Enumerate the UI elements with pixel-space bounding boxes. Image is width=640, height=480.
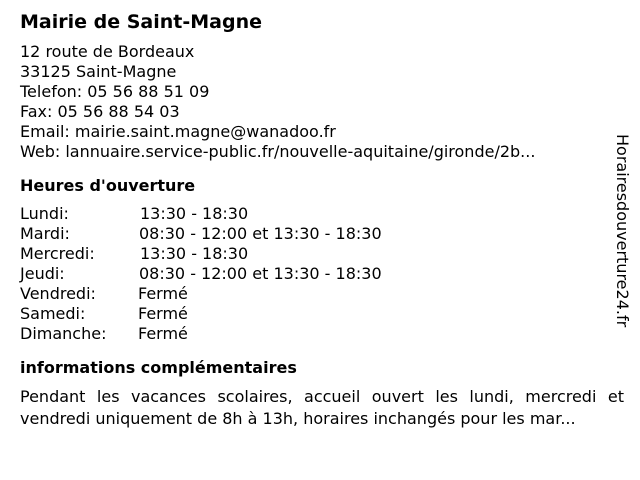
hours-row-friday	[20, 284, 600, 304]
day-label: Dimanche:	[20, 324, 107, 343]
time-value: 08:30 - 12:00 et 13:30 - 18:30	[139, 264, 382, 283]
hours-row-monday	[20, 204, 600, 224]
fax-line: Fax: 05 56 88 54 03	[20, 102, 180, 121]
time-value: Fermé	[138, 324, 188, 343]
info-text: Pendant les vacances scolaires, accueil ouvert les lundi, mercredi et vendredi uniquement de 8h à 13h, horaires inchangés pour les mar...	[20, 387, 624, 428]
info-heading: informations complémentaires	[20, 358, 297, 377]
time-value: Fermé	[138, 304, 188, 323]
hours-row-thursday	[20, 264, 600, 284]
hours-row-wednesday	[20, 244, 600, 264]
hours-table	[20, 204, 600, 344]
hours-heading: Heures d'ouverture	[20, 176, 196, 195]
day-label: Jeudi:	[20, 264, 65, 283]
hours-row-tuesday	[20, 224, 600, 244]
time-value: 08:30 - 12:00 et 13:30 - 18:30	[139, 224, 382, 243]
day-label: Mardi:	[20, 224, 70, 243]
phone-line: Telefon: 05 56 88 51 09	[20, 82, 210, 101]
time-value: 13:30 - 18:30	[140, 244, 249, 263]
day-label: Mercredi:	[20, 244, 95, 263]
hours-row-sunday	[20, 324, 600, 344]
address-city: 33125 Saint-Magne	[20, 62, 177, 81]
day-label: Lundi:	[20, 204, 69, 223]
day-label: Samedi:	[20, 304, 86, 323]
address-block	[20, 42, 600, 162]
time-value: Fermé	[138, 284, 188, 303]
day-label: Vendredi:	[20, 284, 96, 303]
time-value: 13:30 - 18:30	[140, 204, 249, 223]
email-line: Email: mairie.saint.magne@wanadoo.fr	[20, 122, 336, 141]
web-line: Web: lannuaire.service-public.fr/nouvelle-aquitaine/gironde/2b...	[20, 142, 536, 161]
site-watermark-label: Horairesdouverture24.fr	[613, 134, 632, 328]
hours-row-saturday	[20, 304, 600, 324]
page-title: Mairie de Saint-Magne	[20, 11, 262, 33]
address-street: 12 route de Bordeaux	[20, 42, 195, 61]
